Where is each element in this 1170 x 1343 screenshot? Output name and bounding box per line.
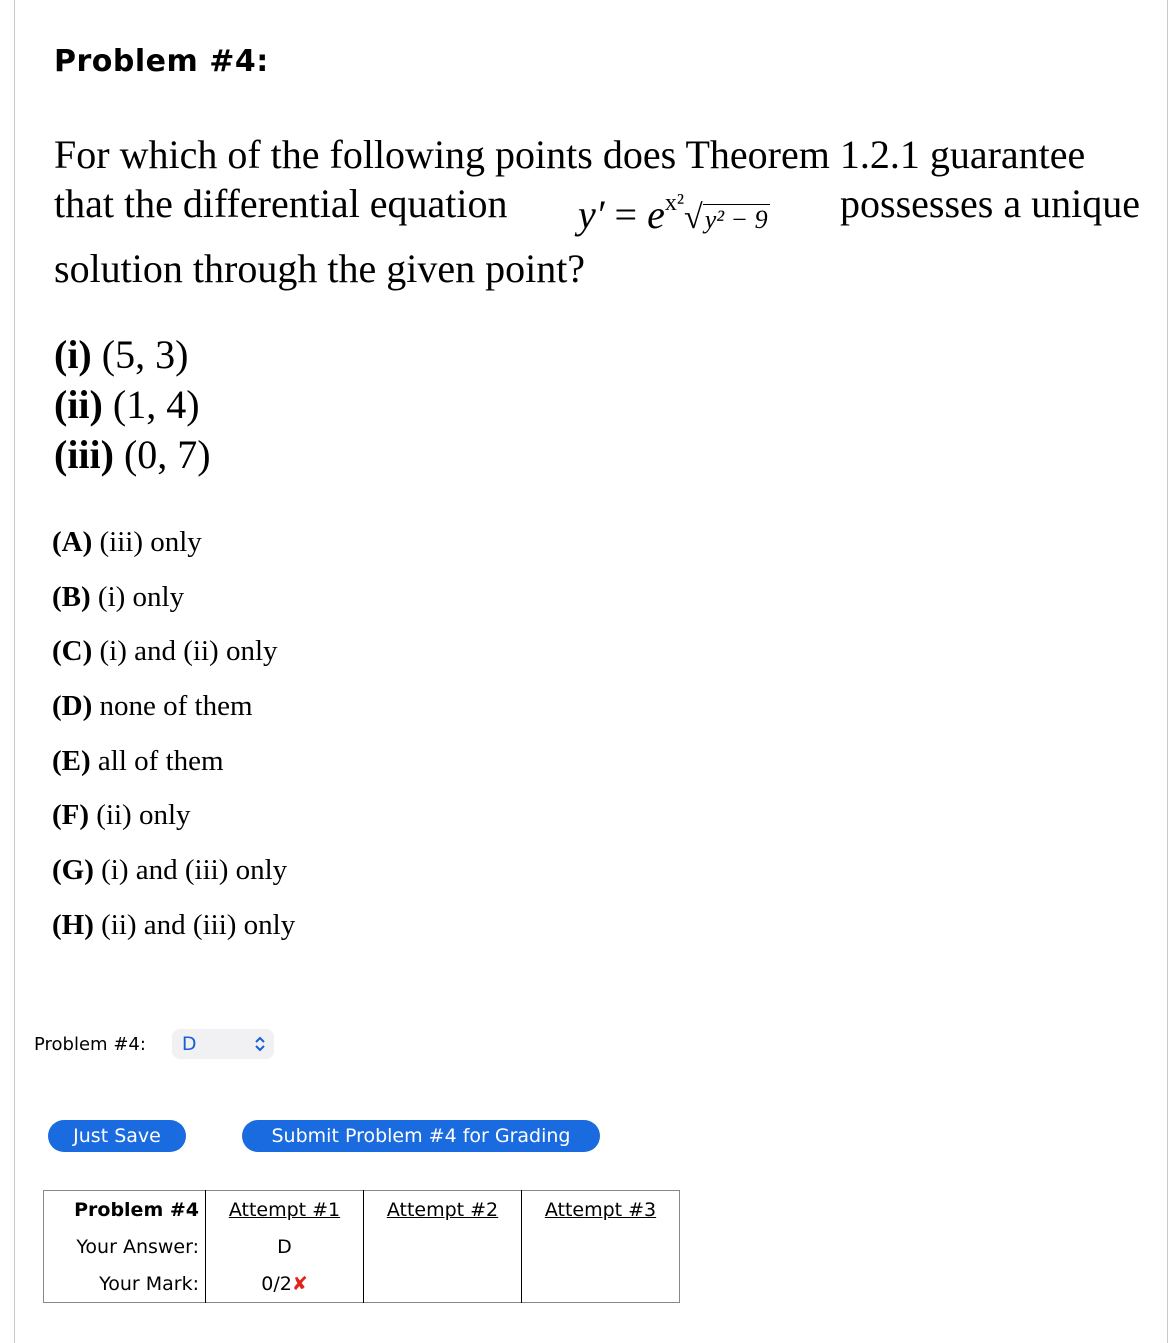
right-border — [1167, 0, 1168, 1343]
choice-e: (E) all of them — [52, 744, 224, 777]
attempt-1-answer: D — [206, 1228, 364, 1265]
table-row — [44, 1265, 680, 1303]
choice-b: (B) (i) only — [52, 580, 185, 613]
choice-f: (F) (ii) only — [52, 799, 191, 832]
points-list — [54, 330, 211, 480]
table-header-row — [44, 1191, 680, 1229]
question-line-2 — [54, 179, 1140, 244]
choice-h: (H) (ii) and (iii) only — [52, 908, 296, 941]
mark-row-label: Your Mark: — [44, 1265, 206, 1303]
problem-heading: Problem #4: — [54, 44, 269, 79]
answer-label: Problem #4: — [34, 1033, 146, 1055]
submit-button[interactable]: Submit Problem #4 for Grading — [242, 1120, 600, 1152]
incorrect-icon: ✘ — [291, 1272, 308, 1295]
point-item: (i) (5, 3) — [54, 332, 189, 377]
radicand: y² − 9 — [704, 205, 768, 234]
answer-selected-value: D — [181, 1033, 197, 1055]
choices-list — [52, 520, 295, 958]
left-border — [14, 0, 15, 1343]
point-item: (iii) (0, 7) — [54, 432, 211, 477]
attempt-1-mark: 0/2✘ — [206, 1265, 364, 1303]
point-item: (ii) (1, 4) — [54, 382, 200, 427]
results-table — [43, 1190, 680, 1303]
equation: $y' = e^{x^2}√y^2 - 9$ — [577, 190, 768, 237]
sqrt-symbol: √ — [684, 199, 703, 236]
choice-a: (A) (iii) only — [52, 526, 202, 558]
header-attempt-3[interactable]: Attempt #3 — [544, 1198, 657, 1221]
choice-d: (D) none of them — [52, 690, 253, 723]
attempt-3-mark — [522, 1265, 680, 1303]
chevron-updown-icon — [254, 1029, 266, 1070]
question-text — [54, 130, 1140, 293]
attempt-2-answer — [364, 1228, 522, 1265]
header-attempt-1[interactable]: Attempt #1 — [206, 1191, 364, 1229]
question-line-3: solution through the given point? — [54, 246, 586, 291]
attempt-3-answer — [522, 1228, 680, 1265]
attempt-2-mark — [364, 1265, 522, 1303]
question-prefix: that the differential equation — [54, 181, 508, 226]
answer-select[interactable] — [172, 1029, 274, 1059]
just-save-button[interactable]: Just Save — [48, 1120, 186, 1152]
answer-row — [34, 1028, 274, 1060]
question-line-1: For which of the following points does Theorem 1.2.1 guarantee — [54, 132, 1086, 177]
choice-g: (G) (i) and (iii) only — [52, 854, 288, 887]
table-row — [44, 1228, 680, 1265]
choice-c: (C) (i) and (ii) only — [52, 635, 278, 668]
answer-row-label: Your Answer: — [44, 1228, 206, 1265]
header-attempt-2[interactable]: Attempt #2 — [364, 1191, 522, 1229]
header-problem: Problem #4 — [44, 1191, 206, 1229]
question-suffix: possesses a unique — [840, 181, 1140, 226]
